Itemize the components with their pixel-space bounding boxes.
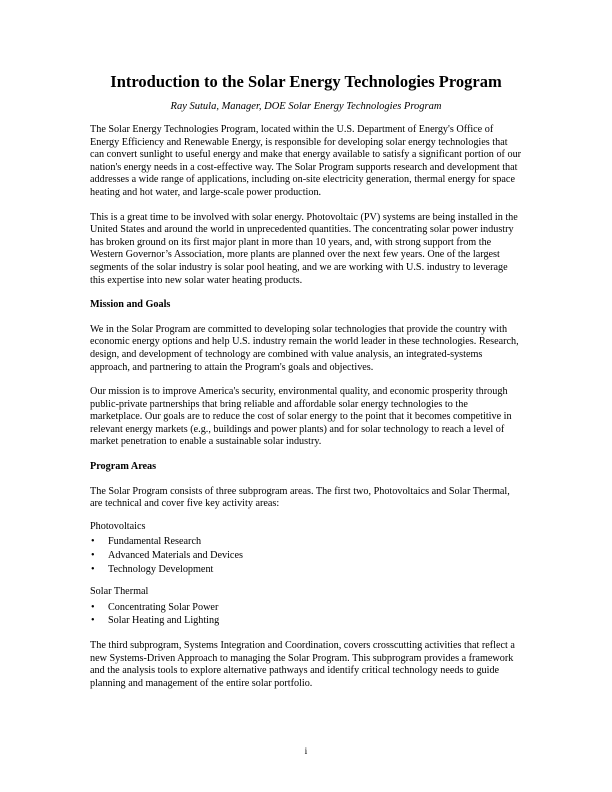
list-item-label: Technology Development: [108, 563, 214, 575]
photovoltaics-list: [90, 535, 522, 576]
section-heading-mission: Mission and Goals: [90, 299, 171, 311]
section-heading-program-areas: Program Areas: [90, 461, 157, 473]
bullet-icon: •: [91, 550, 95, 562]
list-item-label: Advanced Materials and Devices: [108, 550, 243, 562]
intro-paragraph-2: This is a great time to be involved with solar energy. Photovoltaic (PV) systems are being installed in the United States and around the world in unprecedented quantities. The concentrating solar power industry has broken ground on its first major plant in more than 10 years, and, with strong support from the Western Governor’s Association, more plants are planned over the next few years. One of the largest segments of the solar industry is solar pool heating, and we are working with U.S. industry to leverage this expertise into new solar water heating products.: [90, 211, 518, 286]
mission-paragraph-2: Our mission is to improve America's security, environmental quality, and economic prosperity through public-private partnerships that bring reliable and affordable solar energy technologies to the marketplace. Our goals are to reduce the cost of solar energy to the point that it becomes competitive in relevant energy markets (e.g., buildings and power plants) and for solar technology to reach a level of market penetration to enable a sustainable solar industry.: [90, 386, 512, 448]
list-item-label: Concentrating Solar Power: [108, 601, 219, 613]
page-number: i: [304, 747, 308, 757]
bullet-icon: •: [91, 601, 95, 613]
list-item: [90, 549, 522, 563]
author-line: Ray Sutula, Manager, DOE Solar Energy Technologies Program: [170, 101, 442, 112]
list-item: [90, 601, 522, 615]
page-title: Introduction to the Solar Energy Technologies Program: [110, 72, 502, 91]
list-item: [90, 535, 522, 549]
solar-thermal-list: [90, 601, 522, 628]
list-item: [90, 563, 522, 577]
bullet-icon: •: [91, 563, 95, 575]
document-page: [90, 72, 522, 690]
mission-paragraph-1: We in the Solar Program are committed to developing solar technologies that provide the country with economic energy options and help U.S. industry remain the world leader in these technologies. Research, design, and development of technology are combined with value analysis, an integrated-systems approach, and partnering to attain the Program's goals and objectives.: [90, 323, 519, 373]
subprogram-label-solar-thermal: Solar Thermal: [90, 586, 149, 598]
program-areas-closing: The third subprogram, Systems Integration and Coordination, covers crosscutting activities that reflect a new Systems-Driven Approach to managing the Solar Program. This subprogram provides a framework and the analysis tools to explore alternative pathways and identify critical technology needs to guide planning and management of the entire solar portfolio.: [90, 640, 515, 689]
list-item: [90, 614, 522, 628]
intro-paragraph-1: The Solar Energy Technologies Program, located within the U.S. Department of Energy's Office of Energy Efficiency and Renewable Energy, is responsible for developing solar energy technologies that can convert sunlight to useful energy and make that energy available to satisfy a significant portion of our nation's energy needs in a cost-effective way. The Solar Program supports research and development that addresses a wide range of applications, including on-site electricity generation, thermal energy for space heating and hot water, and large-scale power production.: [90, 124, 522, 198]
bullet-icon: •: [91, 536, 95, 548]
list-item-label: Fundamental Research: [108, 536, 202, 548]
list-item-label: Solar Heating and Lighting: [108, 615, 220, 627]
bullet-icon: •: [91, 615, 95, 627]
program-areas-intro: The Solar Program consists of three subprogram areas. The first two, Photovoltaics and Solar Thermal, are technical and cover five key activity areas:: [90, 485, 510, 510]
subprogram-label-photovoltaics: Photovoltaics: [90, 520, 146, 532]
